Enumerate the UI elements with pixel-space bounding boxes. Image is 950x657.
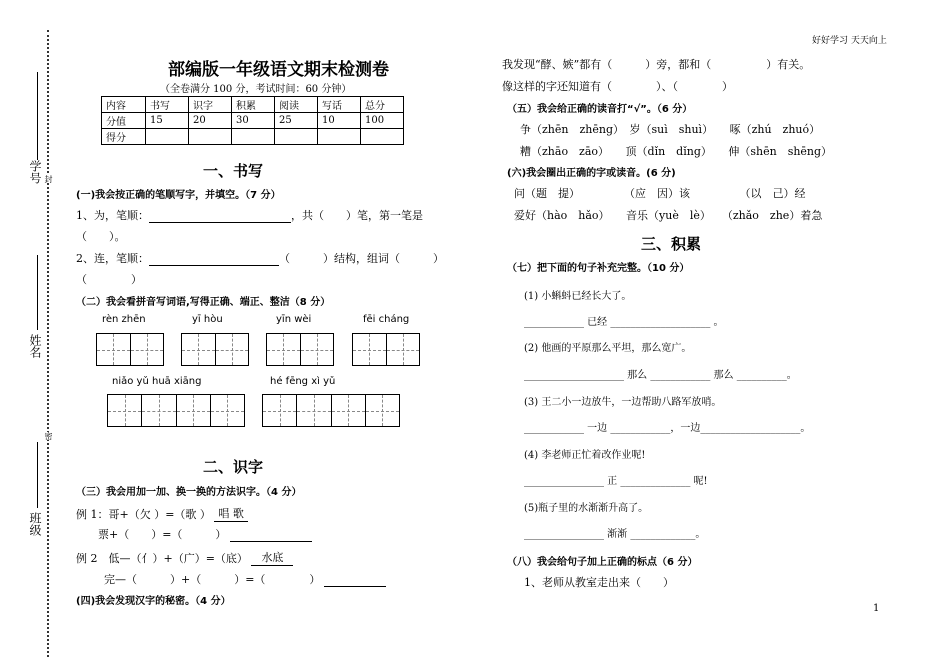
score-value: 30 xyxy=(232,113,275,129)
example2: 例 2 低—（亻）+（广）=（底） xyxy=(76,552,248,565)
writing-grid[interactable] xyxy=(266,333,334,366)
name-line[interactable] xyxy=(37,255,38,330)
page-number: 1 xyxy=(873,603,880,614)
q6-row: 问（题 提） （应 因）该 （以 己）经 xyxy=(514,187,806,200)
score-table xyxy=(101,96,404,145)
pinyin-label: rèn zhēn xyxy=(102,314,146,325)
margin-mi: 密 xyxy=(44,432,53,440)
page-title: 部编版一年级语文期末检测卷 xyxy=(168,60,389,80)
class-label: 班级 xyxy=(28,512,42,536)
row-header: 内容 xyxy=(102,97,146,113)
q7-fill-line[interactable]: ________________ 正 ______________ 呢! xyxy=(524,476,708,487)
q8-title: （八）我会给句子加上正确的标点（6 分） xyxy=(507,557,698,568)
q8-line1: 1、老师从教室走出来（ ） xyxy=(524,576,674,589)
pinyin-label: hé fēng xì yǔ xyxy=(270,376,336,387)
section1-heading: 一、书写 xyxy=(203,162,264,180)
q7-sentence: (4) 李老师正忙着改作业呢! xyxy=(524,450,646,461)
q1-line1-a: 1、为，笔顺： xyxy=(76,209,149,222)
score-value: 100 xyxy=(361,113,404,129)
pinyin-label: fēi cháng xyxy=(363,314,410,325)
column-header: 阅读 xyxy=(275,97,318,113)
table-row xyxy=(102,129,404,145)
pinyin-label: yīn wèi xyxy=(276,314,312,325)
q7-sentence: (3) 王二小一边放牛，一边帮助八路军放哨。 xyxy=(524,397,722,408)
table-row xyxy=(102,113,404,129)
q7-fill-line[interactable]: ____________________ 那么 ____________ 那么 __________。 xyxy=(524,370,797,381)
q2-title: （二）我会看拼音写词语,写得正确、端正、整洁（8 分） xyxy=(76,297,331,308)
q5-row: 争（zhēn zhēng） 岁（suì shuì） 啄（zhú zhuó） xyxy=(520,123,821,136)
column-header: 总分 xyxy=(361,97,404,113)
score-value: 25 xyxy=(275,113,318,129)
q1-line2-c: （ ） xyxy=(76,273,142,286)
q3-item2: 完—（ ）+（ ）=（ ） xyxy=(104,573,321,586)
q1-line1-c: （ ）。 xyxy=(76,230,126,243)
q6-row: 爱好（hào hǎo） 音乐（yuè lè） （zhǎo zhe）着急 xyxy=(514,209,823,222)
row-header: 分值 xyxy=(102,113,146,129)
score-cell[interactable] xyxy=(318,129,361,145)
score-value: 20 xyxy=(189,113,232,129)
class-line[interactable] xyxy=(37,442,38,508)
writing-grid[interactable] xyxy=(107,394,245,427)
table-row xyxy=(102,97,404,113)
margin-feng: 封 xyxy=(44,175,53,183)
score-cell[interactable] xyxy=(189,129,232,145)
q3-title: （三）我会用加一加、换一换的方法识字。（4 分） xyxy=(76,487,302,498)
stroke-order-blank[interactable] xyxy=(149,210,291,223)
example2-word: 水底 xyxy=(251,549,293,566)
answer-blank[interactable] xyxy=(324,574,386,587)
q3-item1: 票+（ ）=（ ） xyxy=(98,528,227,541)
writing-grid[interactable] xyxy=(352,333,420,366)
q7-sentence: (1) 小蝌蚪已经长大了。 xyxy=(524,291,632,302)
writing-grid[interactable] xyxy=(262,394,400,427)
score-value: 10 xyxy=(318,113,361,129)
page-subtitle: （全卷满分 100 分，考试时间：60 分钟） xyxy=(160,84,352,95)
q7-fill-line[interactable]: ____________ 一边 ____________，一边____________________。 xyxy=(524,423,811,434)
score-cell[interactable] xyxy=(275,129,318,145)
example1-word: 唱 歌 xyxy=(214,505,248,522)
q6-title: (六)我会圈出正确的字或读音。(6 分) xyxy=(507,168,676,179)
name-label: 姓名 xyxy=(28,334,42,358)
q1-line1-b: ，共（ ）笔，第一笔是 xyxy=(291,209,423,222)
writing-grid[interactable] xyxy=(181,333,249,366)
q5-row: 糟（zhāo zāo） 顶（dǐn dǐng） 伸（shēn shēng） xyxy=(520,145,833,158)
stroke-order-blank[interactable] xyxy=(149,253,279,266)
q7-title: （七）把下面的句子补充完整。（10 分） xyxy=(507,263,690,274)
score-value: 15 xyxy=(146,113,189,129)
q7-sentence: (2) 他画的平原那么平坦，那么宽广。 xyxy=(524,343,692,354)
score-cell[interactable] xyxy=(146,129,189,145)
q4-line1: 我发现“酵、嫉”都有（ ）旁，都和（ ）有关。 xyxy=(502,58,811,71)
writing-grid[interactable] xyxy=(96,333,164,366)
example1: 例 1：哥+（欠 ）=（歌 ） xyxy=(76,508,211,521)
q5-title: （五）我会给正确的读音打“√”。（6 分） xyxy=(507,104,693,115)
column-header: 积累 xyxy=(232,97,275,113)
student-id-label: 学号 xyxy=(28,160,42,184)
score-cell[interactable] xyxy=(232,129,275,145)
binding-dotted-line xyxy=(47,30,49,657)
column-header: 识字 xyxy=(189,97,232,113)
q1-line2-b: （ ）结构，组词（ ） xyxy=(279,252,444,265)
score-cell[interactable] xyxy=(361,129,404,145)
q7-sentence: (5)瓶子里的水渐渐升高了。 xyxy=(524,503,649,514)
q1-line2-a: 2、连，笔顺： xyxy=(76,252,149,265)
answer-blank[interactable] xyxy=(230,529,312,542)
section2-heading: 二、识字 xyxy=(203,458,264,476)
column-header: 写话 xyxy=(318,97,361,113)
q4-line2: 像这样的字还知道有（ ）、（ ） xyxy=(502,80,733,93)
student-id-line[interactable] xyxy=(37,72,38,160)
q7-fill-line[interactable]: ________________ 渐渐 _____________。 xyxy=(524,529,706,540)
q4-title: (四)我会发现汉字的秘密。（4 分） xyxy=(76,596,231,607)
q1-title: (一)我会按正确的笔顺写字，并填空。（7 分） xyxy=(76,190,281,201)
header-motto: 好好学习 天天向上 xyxy=(812,36,887,46)
column-header: 书写 xyxy=(146,97,189,113)
pinyin-label: yī hòu xyxy=(192,314,223,325)
section3-heading: 三、积累 xyxy=(641,235,702,253)
row-header: 得分 xyxy=(102,129,146,145)
q7-fill-line[interactable]: ____________ 已经 ____________________ 。 xyxy=(524,317,724,328)
pinyin-label: niǎo yǔ huā xiāng xyxy=(112,376,202,387)
